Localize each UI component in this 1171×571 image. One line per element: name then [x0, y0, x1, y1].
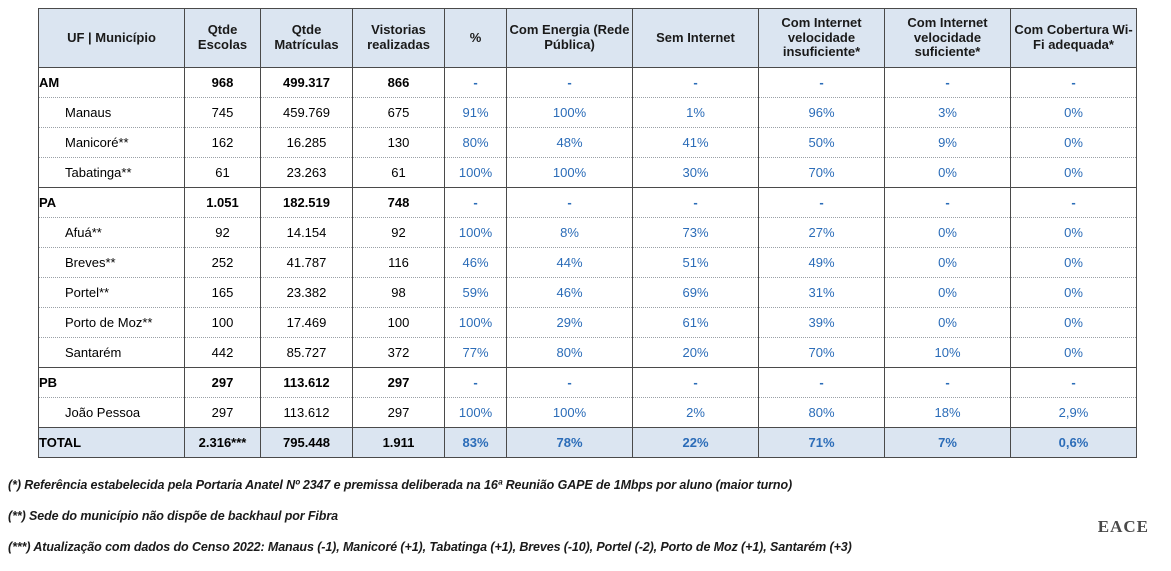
- table-row: [39, 128, 1137, 158]
- row-label: Breves**: [39, 248, 185, 278]
- cell-vel-insuficiente: -: [759, 68, 885, 98]
- table-row: [39, 68, 1137, 98]
- cell-escolas: 2.316***: [185, 428, 261, 458]
- cell-percent: 59%: [445, 278, 507, 308]
- cell-percent: -: [445, 368, 507, 398]
- cell-sem-internet: 2%: [633, 398, 759, 428]
- row-label: João Pessoa: [39, 398, 185, 428]
- cell-vistorias: 372: [353, 338, 445, 368]
- cell-escolas: 442: [185, 338, 261, 368]
- cell-vistorias: 866: [353, 68, 445, 98]
- footnotes: [8, 478, 1108, 571]
- table-row: [39, 278, 1137, 308]
- cell-vel-suficiente: 0%: [885, 218, 1011, 248]
- column-header-velocidade-suficiente: Com Internet velocidade suficiente*: [885, 9, 1011, 68]
- cell-escolas: 92: [185, 218, 261, 248]
- cell-vel-suficiente: 7%: [885, 428, 1011, 458]
- cell-vistorias: 100: [353, 308, 445, 338]
- schools-connectivity-table: [38, 8, 1137, 458]
- cell-energia: 100%: [507, 398, 633, 428]
- cell-sem-internet: 1%: [633, 98, 759, 128]
- cell-energia: -: [507, 68, 633, 98]
- row-label: Manicoré**: [39, 128, 185, 158]
- cell-escolas: 1.051: [185, 188, 261, 218]
- cell-vel-suficiente: 10%: [885, 338, 1011, 368]
- table-body: [39, 68, 1137, 458]
- row-label: TOTAL: [39, 428, 185, 458]
- cell-vel-suficiente: 0%: [885, 248, 1011, 278]
- cell-wifi: 2,9%: [1011, 398, 1137, 428]
- cell-vistorias: 61: [353, 158, 445, 188]
- cell-matriculas: 113.612: [261, 398, 353, 428]
- cell-matriculas: 23.263: [261, 158, 353, 188]
- footnote-2: (**) Sede do município não dispõe de backhaul por Fibra: [8, 509, 338, 523]
- cell-escolas: 252: [185, 248, 261, 278]
- column-header-municipio: UF | Município: [39, 9, 185, 68]
- cell-vel-insuficiente: 27%: [759, 218, 885, 248]
- row-label: Afuá**: [39, 218, 185, 248]
- cell-matriculas: 41.787: [261, 248, 353, 278]
- cell-energia: 48%: [507, 128, 633, 158]
- cell-escolas: 100: [185, 308, 261, 338]
- cell-wifi: 0%: [1011, 158, 1137, 188]
- column-header-vistorias: Vistorias realizadas: [353, 9, 445, 68]
- cell-matriculas: 85.727: [261, 338, 353, 368]
- row-label: Portel**: [39, 278, 185, 308]
- cell-escolas: 968: [185, 68, 261, 98]
- row-label: Tabatinga**: [39, 158, 185, 188]
- cell-energia: 100%: [507, 98, 633, 128]
- cell-energia: 44%: [507, 248, 633, 278]
- cell-vel-insuficiente: 49%: [759, 248, 885, 278]
- cell-matriculas: 16.285: [261, 128, 353, 158]
- cell-wifi: 0%: [1011, 308, 1137, 338]
- cell-vel-suficiente: 18%: [885, 398, 1011, 428]
- column-header-com-energia: Com Energia (Rede Pública): [507, 9, 633, 68]
- table-row: [39, 338, 1137, 368]
- cell-vistorias: 297: [353, 368, 445, 398]
- cell-percent: 100%: [445, 158, 507, 188]
- cell-energia: 46%: [507, 278, 633, 308]
- cell-percent: 80%: [445, 128, 507, 158]
- cell-sem-internet: 22%: [633, 428, 759, 458]
- cell-sem-internet: 61%: [633, 308, 759, 338]
- cell-escolas: 745: [185, 98, 261, 128]
- cell-vel-suficiente: -: [885, 68, 1011, 98]
- cell-energia: -: [507, 188, 633, 218]
- cell-sem-internet: -: [633, 188, 759, 218]
- footnote-1: (*) Referência estabelecida pela Portaria Anatel Nº 2347 e premissa deliberada na 16ª Reunião GAPE de 1Mbps por aluno (maior turno): [8, 478, 793, 492]
- cell-vel-suficiente: -: [885, 368, 1011, 398]
- cell-energia: 80%: [507, 338, 633, 368]
- cell-wifi: -: [1011, 188, 1137, 218]
- cell-sem-internet: 20%: [633, 338, 759, 368]
- cell-wifi: 0,6%: [1011, 428, 1137, 458]
- cell-matriculas: 795.448: [261, 428, 353, 458]
- cell-sem-internet: 69%: [633, 278, 759, 308]
- cell-wifi: 0%: [1011, 218, 1137, 248]
- cell-escolas: 61: [185, 158, 261, 188]
- cell-wifi: 0%: [1011, 248, 1137, 278]
- row-label: Porto de Moz**: [39, 308, 185, 338]
- cell-vel-insuficiente: 70%: [759, 158, 885, 188]
- cell-vistorias: 98: [353, 278, 445, 308]
- cell-vel-suficiente: 0%: [885, 308, 1011, 338]
- cell-escolas: 297: [185, 368, 261, 398]
- cell-vistorias: 675: [353, 98, 445, 128]
- cell-vel-insuficiente: 31%: [759, 278, 885, 308]
- cell-percent: 100%: [445, 308, 507, 338]
- table-row: [39, 218, 1137, 248]
- column-header-qtde-escolas: Qtde Escolas: [185, 9, 261, 68]
- cell-percent: -: [445, 188, 507, 218]
- header-row: [39, 9, 1137, 68]
- row-label: Santarém: [39, 338, 185, 368]
- cell-matriculas: 23.382: [261, 278, 353, 308]
- cell-matriculas: 17.469: [261, 308, 353, 338]
- cell-vel-suficiente: 9%: [885, 128, 1011, 158]
- cell-percent: 77%: [445, 338, 507, 368]
- table-row: [39, 368, 1137, 398]
- cell-escolas: 297: [185, 398, 261, 428]
- cell-matriculas: 113.612: [261, 368, 353, 398]
- cell-vel-suficiente: 0%: [885, 278, 1011, 308]
- row-label: AM: [39, 68, 185, 98]
- cell-wifi: 0%: [1011, 128, 1137, 158]
- table-row-total: [39, 428, 1137, 458]
- column-header-qtde-matriculas: Qtde Matrículas: [261, 9, 353, 68]
- cell-percent: 83%: [445, 428, 507, 458]
- column-header-cobertura-wifi: Com Cobertura Wi-Fi adequada*: [1011, 9, 1137, 68]
- cell-percent: 46%: [445, 248, 507, 278]
- table-row: [39, 248, 1137, 278]
- cell-sem-internet: 41%: [633, 128, 759, 158]
- table-row: [39, 188, 1137, 218]
- cell-vel-suficiente: 3%: [885, 98, 1011, 128]
- cell-escolas: 165: [185, 278, 261, 308]
- cell-vistorias: 92: [353, 218, 445, 248]
- cell-sem-internet: 30%: [633, 158, 759, 188]
- cell-energia: 78%: [507, 428, 633, 458]
- cell-sem-internet: 73%: [633, 218, 759, 248]
- cell-vistorias: 1.911: [353, 428, 445, 458]
- cell-percent: 91%: [445, 98, 507, 128]
- cell-vel-insuficiente: 71%: [759, 428, 885, 458]
- cell-matriculas: 182.519: [261, 188, 353, 218]
- row-label: PB: [39, 368, 185, 398]
- cell-vel-insuficiente: -: [759, 188, 885, 218]
- cell-vel-suficiente: -: [885, 188, 1011, 218]
- cell-sem-internet: 51%: [633, 248, 759, 278]
- table-row: [39, 308, 1137, 338]
- column-header-percent: %: [445, 9, 507, 68]
- cell-matriculas: 14.154: [261, 218, 353, 248]
- cell-vistorias: 297: [353, 398, 445, 428]
- table-row: [39, 98, 1137, 128]
- cell-vistorias: 116: [353, 248, 445, 278]
- column-header-sem-internet: Sem Internet: [633, 9, 759, 68]
- cell-vel-insuficiente: 70%: [759, 338, 885, 368]
- cell-sem-internet: -: [633, 368, 759, 398]
- cell-vel-insuficiente: 50%: [759, 128, 885, 158]
- column-header-velocidade-insuficiente: Com Internet velocidade insuficiente*: [759, 9, 885, 68]
- table-row: [39, 158, 1137, 188]
- cell-energia: 8%: [507, 218, 633, 248]
- cell-sem-internet: -: [633, 68, 759, 98]
- row-label: Manaus: [39, 98, 185, 128]
- cell-energia: -: [507, 368, 633, 398]
- cell-percent: 100%: [445, 398, 507, 428]
- cell-vel-insuficiente: 96%: [759, 98, 885, 128]
- table-row: [39, 398, 1137, 428]
- cell-matriculas: 459.769: [261, 98, 353, 128]
- cell-vel-insuficiente: 39%: [759, 308, 885, 338]
- cell-energia: 100%: [507, 158, 633, 188]
- cell-wifi: 0%: [1011, 338, 1137, 368]
- cell-percent: 100%: [445, 218, 507, 248]
- cell-wifi: 0%: [1011, 98, 1137, 128]
- cell-wifi: 0%: [1011, 278, 1137, 308]
- footnote-3: (***) Atualização com dados do Censo 2022: Manaus (-1), Manicoré (+1), Tabatinga (+1), Breves (-10), Portel (-2), Porto de Moz (+1), Santarém (+3): [8, 540, 852, 554]
- cell-vel-insuficiente: 80%: [759, 398, 885, 428]
- cell-vel-insuficiente: -: [759, 368, 885, 398]
- cell-vel-suficiente: 0%: [885, 158, 1011, 188]
- cell-matriculas: 499.317: [261, 68, 353, 98]
- cell-escolas: 162: [185, 128, 261, 158]
- cell-percent: -: [445, 68, 507, 98]
- row-label: PA: [39, 188, 185, 218]
- cell-energia: 29%: [507, 308, 633, 338]
- cell-wifi: -: [1011, 368, 1137, 398]
- cell-vistorias: 748: [353, 188, 445, 218]
- cell-vistorias: 130: [353, 128, 445, 158]
- eace-logo: EACE: [1097, 517, 1149, 536]
- cell-wifi: -: [1011, 68, 1137, 98]
- table-header: [39, 9, 1137, 68]
